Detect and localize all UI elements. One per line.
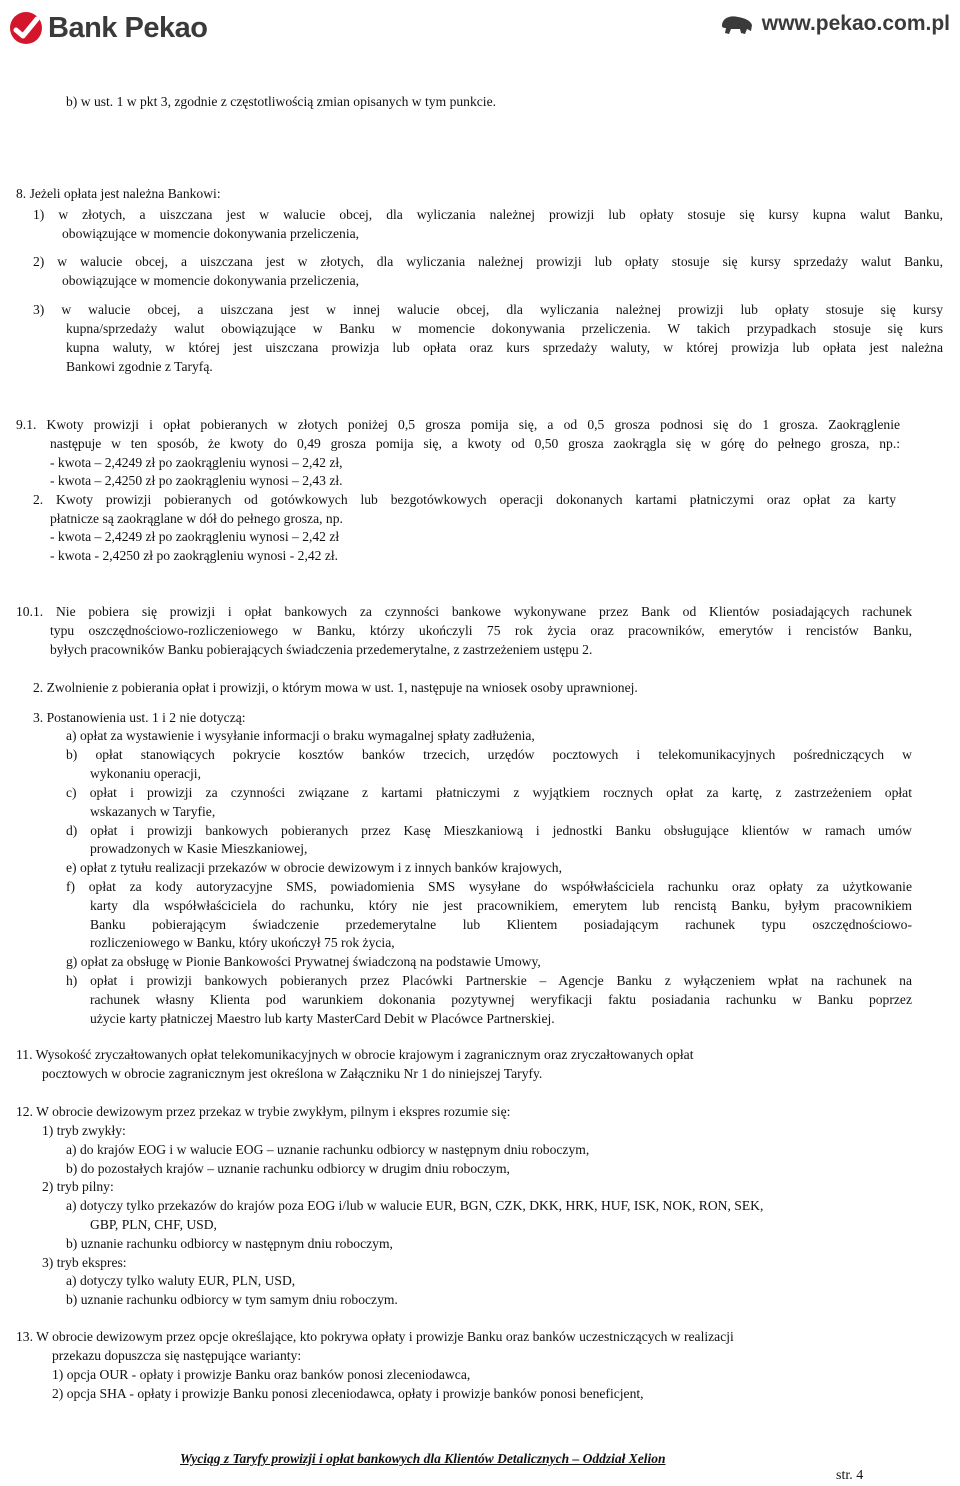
bison-icon: [720, 12, 754, 36]
list-item: prowadzonych w Kasie Mieszkaniowej,: [90, 841, 308, 856]
list-item: użycie karty płatniczej Maestro lub karty MasterCard Debit w Placówce Partnerskiej.: [90, 1011, 555, 1026]
text-line: kupna/sprzedaży walut obowiązujące w Banku w momencie dokonywania przeliczenia. W takich przypadkach stosuje się kurs: [66, 321, 943, 336]
section-heading: 8. Jeżeli opłata jest należna Bankowi:: [16, 186, 221, 201]
list-item: a) dotyczy tylko przekazów do krajów poza EOG i/lub w walucie EUR, BGN, CZK, DKK, HRK, HUF, ISK, NOK, RON, SEK,: [66, 1198, 764, 1213]
list-item: GBP, PLN, CHF, USD,: [90, 1217, 217, 1232]
text-line: 1) w złotych, a uiszczana jest w walucie obcej, dla wyliczania należnej prowizji lub opłaty stosuje się kursy kupna walut Banku,: [33, 207, 943, 222]
section-heading: 9.1. Kwoty prowizji i opłat pobieranych w złotych poniżej 0,5 grosza pomija się, a od 0,5 grosza podnosi się do 1 grosza. Zaokrąglenie: [16, 417, 900, 432]
list-item: karty dla współwłaściciela do rachunku, który nie jest pracownikiem, emerytem lub rencistą Banku, byłym pracownikiem: [90, 898, 912, 913]
text-line: - kwota – 2,4249 zł po zaokrągleniu wynosi – 2,42 zł,: [50, 455, 343, 470]
text-line: typu oszczędnościowo-rozliczeniowego w Banku, którzy ukończyli 75 rok życia oraz pracowników, emerytów i rencistów Banku,: [50, 623, 912, 638]
text-line: 2. Zwolnienie z pobierania opłat i prowizji, o którym mowa w ust. 1, następuje na wniosek osoby uprawnionej.: [33, 680, 638, 695]
text-line: kupna waluty, w której jest uiszczana prowizja lub opłata oraz kurs sprzedaży waluty, w której prowizja lub opłata jest należna: [66, 340, 943, 355]
page-number: str. 4: [836, 1468, 864, 1483]
list-item: rachunek własny Klienta pod warunkiem dokonania pozytywnej weryfikacji faktu posiadania rachunku w Banku poprzez: [90, 992, 912, 1007]
header-url-area: [720, 12, 950, 36]
text-line: płatnicze są zaokrąglane w dół do pełnego grosza, np.: [50, 511, 343, 526]
list-item: Banku pobierającym świadczenie przedemerytalne lub Klientem posiadającym rachunek typu oszczędnościowo-: [90, 917, 912, 932]
pekao-logo-icon: [8, 10, 44, 46]
text-line: następuje w ten sposób, że kwoty do 0,49 grosza pomija się, a kwoty od 0,50 grosza zaokrągla się w górę do pełnego grosza, np.:: [50, 436, 900, 451]
list-item: wykonaniu operacji,: [90, 766, 201, 781]
list-item: rozliczeniowego w Banku, który ukończył 75 rok życia,: [90, 935, 395, 950]
section-heading: 11. Wysokość zryczałtowanych opłat telekomunikacyjnych w obrocie krajowym i zagranicznym oraz zryczałtowanych opłat: [16, 1047, 694, 1062]
list-item: 1) opcja OUR - opłaty i prowizje Banku oraz banków ponosi zleceniodawca,: [52, 1367, 471, 1382]
list-item: b) do pozostałych krajów – uznanie rachunku odbiorcy w drugim dniu roboczym,: [66, 1161, 510, 1176]
list-item: b) uznanie rachunku odbiorcy w następnym dniu roboczym,: [66, 1236, 393, 1251]
text-line: 2. Kwoty prowizji pobieranych od gotówkowych lub bezgotówkowych operacji dokonanych kartami płatniczymi oraz opłat za karty: [33, 492, 896, 507]
list-item: 3) tryb ekspres:: [42, 1255, 127, 1270]
section-heading: 10.1. Nie pobiera się prowizji i opłat bankowych za czynności bankowe wykonywane przez Bank od Klientów posiadających rachunek: [16, 604, 912, 619]
list-item: h) opłat i prowizji bankowych pobieranych przez Placówki Partnerskie – Agencje Banku z wyłączeniem wpłat na rachunek na: [66, 973, 912, 988]
section-heading: 13. W obrocie dewizowym przez opcje określające, kto pokrywa opłaty i prowizje Banku oraz banków uczestniczących w realizacji: [16, 1329, 734, 1344]
list-item: d) opłat i prowizji bankowych pobieranych przez Kasę Mieszkaniową i jednostki Banku obsługujące klientów w ramach umów: [66, 823, 912, 838]
text-line: byłych pracowników Banku pobierających świadczenia przedemerytalne, z zastrzeżeniem ustępu 2.: [50, 642, 593, 657]
list-item: b) uznanie rachunku odbiorcy w tym samym dniu roboczym.: [66, 1292, 398, 1307]
list-item: b) opłat stanowiących pokrycie kosztów banków trzecich, urzędów pocztowych i telekomunikacyjnych pośredniczących w: [66, 747, 912, 762]
text-line: - kwota – 2,4249 zł po zaokrągleniu wynosi – 2,42 zł: [50, 529, 340, 544]
footer-title: Wyciąg z Taryfy prowizji i opłat bankowych dla Klientów Detalicznych – Oddział Xelion: [180, 1451, 666, 1466]
text-line: 3) w walucie obcej, a uiszczana jest w innej walucie obcej, dla wyliczania należnej prowizji lub opłaty stosuje się kursy: [33, 302, 943, 317]
list-item: a) do krajów EOG i w walucie EOG – uznanie rachunku odbiorcy w następnym dniu roboczym,: [66, 1142, 590, 1157]
list-item: e) opłat z tytułu realizacji przekazów w obrocie dewizowym i z innych banków krajowych,: [66, 860, 562, 875]
list-item: 1) tryb zwykły:: [42, 1123, 126, 1138]
brand-name: Bank Pekao: [48, 11, 208, 44]
list-item: f) opłat za kody autoryzacyjne SMS, powiadomienia SMS wysyłane do współwłaściciela rachunku oraz opłaty za użytkowanie: [66, 879, 912, 894]
list-item: wskazanych w Taryfie,: [90, 804, 216, 819]
list-item: 2) tryb pilny:: [42, 1179, 114, 1194]
list-item: g) opłat za obsługę w Pionie Bankowości Prywatnej świadczoną na podstawie Umowy,: [66, 954, 541, 969]
bank-logo: [8, 8, 207, 48]
text-line: obowiązujące w momencie dokonywania przeliczenia,: [62, 273, 360, 288]
text-line: obowiązujące w momencie dokonywania przeliczenia,: [62, 226, 360, 241]
list-item: a) dotyczy tylko waluty EUR, PLN, USD,: [66, 1273, 296, 1288]
section-heading: 12. W obrocie dewizowym przez przekaz w trybie zwykłym, pilnym i ekspres rozumie się:: [16, 1104, 511, 1119]
list-item: c) opłat i prowizji za czynności związane z kartami płatniczymi z wyjątkiem rocznych opłat za kartę, z zastrzeżeniem opłat: [66, 785, 912, 800]
text-line: 3. Postanowienia ust. 1 i 2 nie dotyczą:: [33, 710, 246, 725]
list-item: 2) opcja SHA - opłaty i prowizje Banku ponosi zleceniodawca, opłaty i prowizje banków ponosi beneficjent,: [52, 1386, 644, 1401]
text-line: Bankowi zgodnie z Taryfą.: [66, 359, 213, 374]
text-line: 2) w walucie obcej, a uiszczana jest w złotych, dla wyliczania należnej prowizji lub opłaty stosuje się kursy sprzedaży walut Banku,: [33, 254, 943, 269]
text-line: przekazu dopuszcza się następujące warianty:: [52, 1348, 302, 1363]
bank-url-link[interactable]: www.pekao.com.pl: [761, 12, 950, 35]
list-item: a) opłat za wystawienie i wysyłanie informacji o braku wymagalnej spłaty zadłużenia,: [66, 728, 535, 743]
text-line: - kwota - 2,4250 zł po zaokrągleniu wynosi - 2,42 zł.: [50, 548, 339, 563]
text-line: - kwota – 2,4250 zł po zaokrągleniu wynosi – 2,43 zł.: [50, 473, 343, 488]
text-line: b) w ust. 1 w pkt 3, zgodnie z częstotliwością zmian opisanych w tym punkcie.: [66, 94, 496, 109]
text-line: pocztowych w obrocie zagranicznym jest określona w Załączniku Nr 1 do niniejszej Taryfy.: [42, 1066, 543, 1081]
